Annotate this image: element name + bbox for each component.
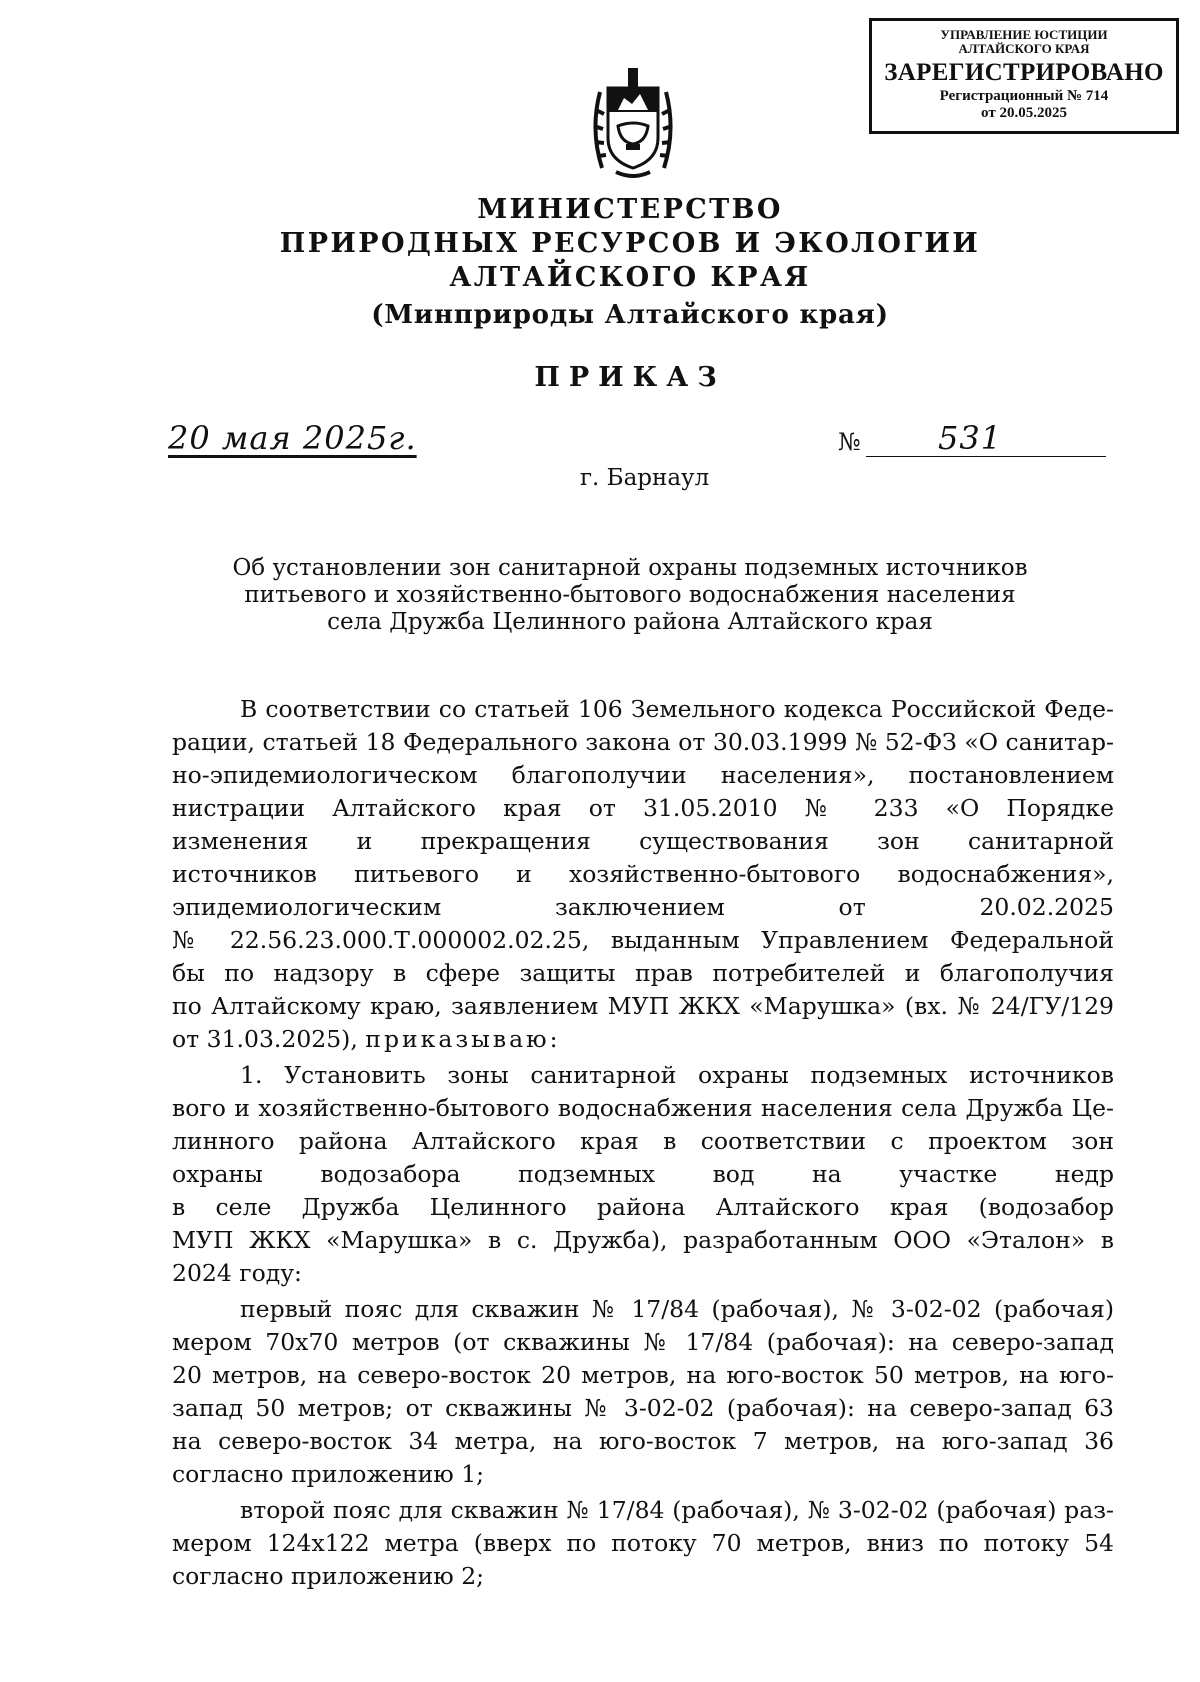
body-line: бы по надзору в сфере защиты прав потребителей и благополучия <box>172 959 1114 987</box>
order-number-label: № <box>838 428 861 456</box>
document-type: ПРИКАЗ <box>534 362 726 393</box>
body-line: 20 метров, на северо-восток 20 метров, на юго-восток 50 метров, на юго- <box>172 1361 1114 1389</box>
body-line: нистрации Алтайского края от 31.05.2010 № 233 «О Порядке <box>172 794 1114 822</box>
stamp-org-line1: УПРАВЛЕНИЕ ЮСТИЦИИ <box>940 27 1108 42</box>
order-number: 531 <box>938 419 1003 457</box>
registration-stamp <box>869 18 1179 134</box>
body-line: на северо-восток 34 метра, на юго-восток 7 метров, на юго-запад 36 <box>172 1427 1114 1455</box>
body-line: второй пояс для скважин № 17/84 (рабочая), № 3-02-02 (рабочая) раз- <box>240 1496 1114 1524</box>
stamp-reg-number: Регистрационный № 714 <box>939 88 1109 104</box>
body-line: изменения и прекращения существования зон санитарной <box>172 827 1114 855</box>
body-line: МУП ЖКХ «Марушка» в с. Дружба), разработанным ООО «Эталон» в <box>172 1226 1114 1254</box>
city: г. Барнаул <box>580 465 710 491</box>
coat-of-arms-icon <box>588 60 678 185</box>
body-line-last: согласно приложению 2; <box>172 1562 485 1590</box>
body-line: запад 50 метров; от скважины № 3-02-02 (рабочая): на северо-запад 63 <box>172 1394 1114 1422</box>
ministry-short-name: (Минприроды Алтайского края) <box>371 300 889 330</box>
body-line-last: согласно приложению 1; <box>172 1460 485 1488</box>
body-line: 1. Установить зоны санитарной охраны подземных источников <box>240 1061 1114 1089</box>
body-text: от 31.03.2025), <box>172 1025 358 1053</box>
body-line: вого и хозяйственно-бытового водоснабжения населения села Дружба Це- <box>172 1094 1114 1122</box>
stamp-reg-date: от 20.05.2025 <box>981 105 1067 121</box>
ministry-title-line1: МИНИСТЕРСТВО <box>477 194 783 225</box>
ministry-title-line3: АЛТАЙСКОГО КРАЯ <box>449 262 811 293</box>
body-line: по Алтайскому краю, заявлением МУП ЖКХ «Марушка» (вх. № 24/ГУ/129 <box>172 992 1114 1020</box>
body-line-last: 2024 году: <box>172 1259 302 1287</box>
order-word: приказываю: <box>365 1025 561 1053</box>
body-line: линного района Алтайского края в соответствии с проектом зон <box>172 1127 1114 1155</box>
title-line: Об установлении зон санитарной охраны подземных источников <box>232 555 1028 581</box>
body-line: рации, статьей 18 Федерального закона от 30.03.1999 № 52-ФЗ «О санитар- <box>172 728 1114 756</box>
body-line: № 22.56.23.000.Т.000002.02.25, выданным Управлением Федеральной <box>172 926 1114 954</box>
document-title <box>0 555 1200 636</box>
body-line: мером 70x70 метров (от скважины № 17/84 (рабочая): на северо-запад <box>172 1328 1114 1356</box>
body-line: но-эпидемиологическом благополучии населения», постановлением <box>172 761 1114 789</box>
body-line: в селе Дружба Целинного района Алтайского края (водозабор <box>172 1193 1114 1221</box>
body-line: источников питьевого и хозяйственно-бытового водоснабжения», <box>172 860 1114 888</box>
body-line: эпидемиологическим заключением от 20.02.2025 <box>172 893 1114 921</box>
title-line: села Дружба Целинного района Алтайского края <box>327 609 933 635</box>
body-line: первый пояс для скважин № 17/84 (рабочая), № 3-02-02 (рабочая) <box>240 1295 1114 1323</box>
body-line: В соответствии со статьей 106 Земельного кодекса Российской Феде- <box>240 695 1114 723</box>
body-line-last <box>172 1023 1114 1055</box>
body-line: охраны водозабора подземных вод на участке недр <box>172 1160 1114 1188</box>
stamp-org-line2: АЛТАЙСКОГО КРАЯ <box>958 41 1090 56</box>
order-date: 20 мая 2025г. <box>168 419 417 457</box>
title-line: питьевого и хозяйственно-бытового водоснабжения населения <box>244 582 1016 608</box>
body-line: мером 124x122 метра (вверх по потоку 70 метров, вниз по потоку 54 <box>172 1529 1114 1557</box>
ministry-title-line2: ПРИРОДНЫХ РЕСУРСОВ И ЭКОЛОГИИ <box>279 228 981 259</box>
stamp-status: ЗАРЕГИСТРИРОВАНО <box>884 59 1164 86</box>
